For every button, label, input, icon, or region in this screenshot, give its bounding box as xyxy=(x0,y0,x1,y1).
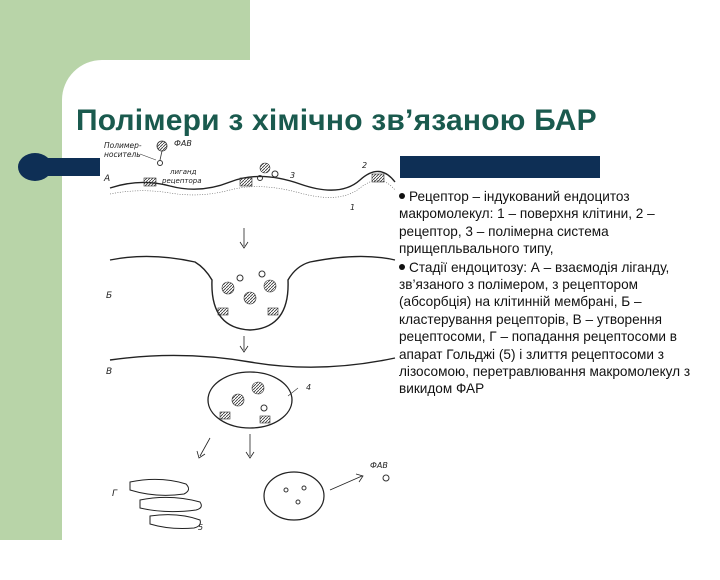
label-fav-bottom: ФАВ xyxy=(370,461,388,470)
golgi-cistern-3 xyxy=(150,515,200,529)
decorative-bar-left xyxy=(30,158,100,176)
label-ligand-2: рецептора xyxy=(162,177,202,185)
paragraph-receptor: Рецептор – індукований ендоцитоз макромолекул: 1 – поверхня клітини, 2 – рецептор, 3 – полімерна система прищепльвального типу, xyxy=(399,189,655,257)
bullet-icon xyxy=(399,193,405,199)
stage-a-group xyxy=(103,139,395,248)
slide-title: Полімери з хімічно зв’язаною БАР xyxy=(76,104,597,137)
stage-b-group xyxy=(106,256,395,352)
label-stage-g: Г xyxy=(112,489,118,499)
carrier-bead-icon xyxy=(158,161,163,166)
label-ligand-1: лиганд xyxy=(170,168,197,176)
label-stage-v: В xyxy=(106,367,113,377)
receptor-a2 xyxy=(240,178,252,186)
receptor-a1 xyxy=(144,178,156,186)
fav-molecule-icon xyxy=(157,141,167,151)
paragraph-stages: Стадії ендоцитозу: А – взаємодія ліганду, зв’язаного з полімером, з рецептором (абсорбція) на клітинній мембрані, Б – кластерування рецепторів, В – утворення рецептосоми, Г – попадання рецептосоми в апарат Гольджі (5) і злиття рецептосоми з лізосомою, перетравлювання макромолекул з викидом ФАР xyxy=(399,259,691,397)
description-text xyxy=(399,188,711,399)
label-num-1: 1 xyxy=(350,203,356,212)
golgi-cistern-1 xyxy=(130,479,189,495)
label-num-5: 5 xyxy=(198,523,204,532)
decorative-bar-right xyxy=(400,156,600,178)
stage-v-group xyxy=(106,355,395,458)
label-num-4: 4 xyxy=(306,383,312,392)
released-fav-icon xyxy=(383,475,389,481)
endocytosis-diagram xyxy=(100,138,400,540)
label-num-3: 3 xyxy=(290,171,296,180)
label-polymer-carrier-1: Полимер- xyxy=(104,141,142,150)
label-stage-b: Б xyxy=(106,291,113,301)
golgi-cistern-2 xyxy=(140,497,201,511)
green-left-strip xyxy=(0,0,62,540)
label-polymer-carrier-2: носитель xyxy=(104,150,141,159)
receptosome xyxy=(208,372,292,428)
lysosome xyxy=(264,472,324,520)
label-stage-a: А xyxy=(104,174,111,184)
stage-g-group xyxy=(112,461,389,532)
label-fav-top: ФАВ xyxy=(174,139,192,148)
receptor-a3 xyxy=(372,174,384,182)
label-num-2: 2 xyxy=(362,161,368,170)
membrane-v xyxy=(110,355,395,367)
bullet-icon xyxy=(399,264,405,270)
